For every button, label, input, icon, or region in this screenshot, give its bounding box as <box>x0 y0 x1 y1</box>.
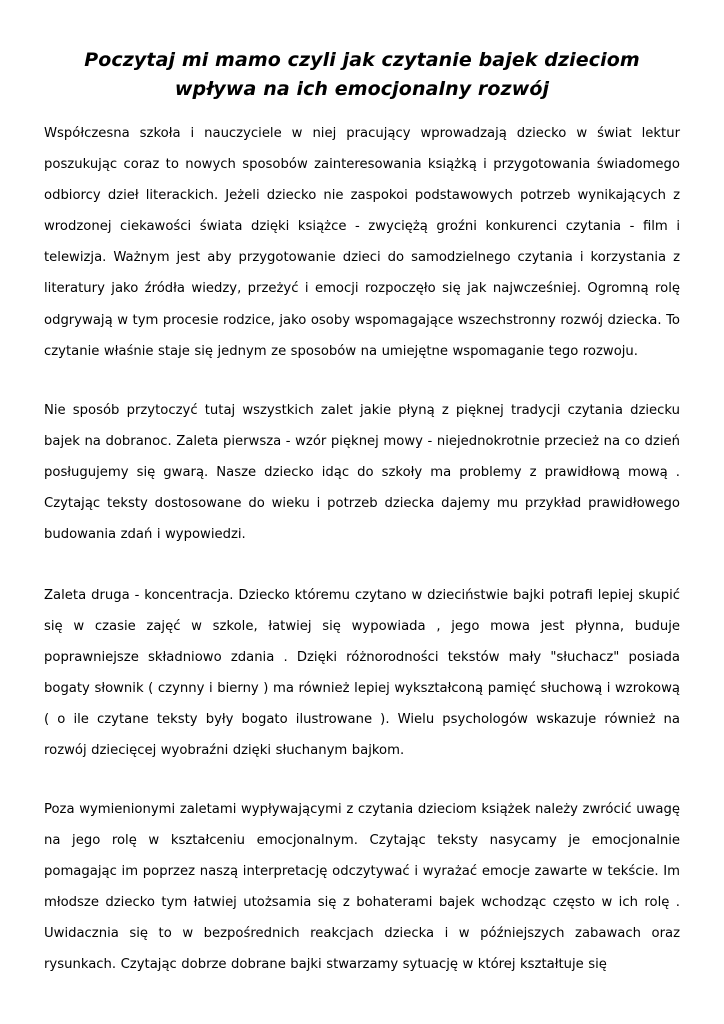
page-title: Poczytaj mi mamo czyli jak czytanie bajek dzieciom wpływa na ich emocjonalny rozwój <box>84 49 640 100</box>
paragraph-emotional-role: Poza wymienionymi zaletami wypływającymi z czytania dzieciom książek należy zwrócić uwagę na jego rolę w kształceniu emocjonalnym. Czytając teksty nasycamy je emocjonalnie pomagając im poprzez naszą interpretację odczytywać i wyrażać emocje zawarte w tekście. Im młodsze dziecko tym łatwiej utożsamia się z bohaterami bajek wchodząc często w ich rolę . Uwidacznia się to w bezpośrednich reakcjach dziecka i w późniejszych zabawach oraz rysunkach. Czytając dobrze dobrane bajki stwarzamy sytuację w której kształtuje się <box>44 802 680 973</box>
paragraph-first-advantage: Nie sposób przytoczyć tutaj wszystkich zalet jakie płyną z pięknej tradycji czytania dziecku bajek na dobranoc. Zaleta pierwsza - wzór pięknej mowy - niejednokrotnie przecież na co dzień posługujemy się gwarą. Nasze dziecko idąc do szkoły ma problemy z prawidłową mową . Czytając teksty dostosowane do wieku i potrzeb dziecka dajemy mu przykład prawidłowego budowania zdań i wypowiedzi. <box>44 403 680 543</box>
paragraph-second-advantage: Zaleta druga - koncentracja. Dziecko któremu czytano w dzieciństwie bajki potrafi lepiej skupić się w czasie zajęć w szkole, łatwiej się wypowiada , jego mowa jest płynna, buduje poprawniejsze składniowo zdania . Dzięki różnorodności tekstów mały "słuchacz" posiada bogaty słownik ( czynny i bierny ) ma również lepiej wykształconą pamięć słuchową i wzrokową ( o ile czytane teksty były bogato ilustrowane ). Wielu psychologów wskazuje również na rozwój dziecięcej wyobraźni dzięki słuchanym bajkom. <box>44 588 680 759</box>
paragraph-intro: Współczesna szkoła i nauczyciele w niej pracujący wprowadzają dziecko w świat lektur poszukując coraz to nowych sposobów zainteresowania książką i przygotowania świadomego odbiorcy dzieł literackich. Jeżeli dziecko nie zaspokoi podstawowych potrzeb wynikających z wrodzonej ciekawości świata dzięki książce - zwyciężą groźni konkurenci czytania - film i telewizja. Ważnym jest aby przygotowanie dzieci do samodzielnego czytania i korzystania z literatury jako źródła wiedzy, przeżyć i emocji rozpoczęło się jak najwcześniej. Ogromną rolę odgrywają w tym procesie rodzice, jako osoby wspomagające wszechstronny rozwój dziecka. To czytanie właśnie staje się jednym ze sposobów na umiejętne wspomaganie tego rozwoju. <box>44 126 680 359</box>
